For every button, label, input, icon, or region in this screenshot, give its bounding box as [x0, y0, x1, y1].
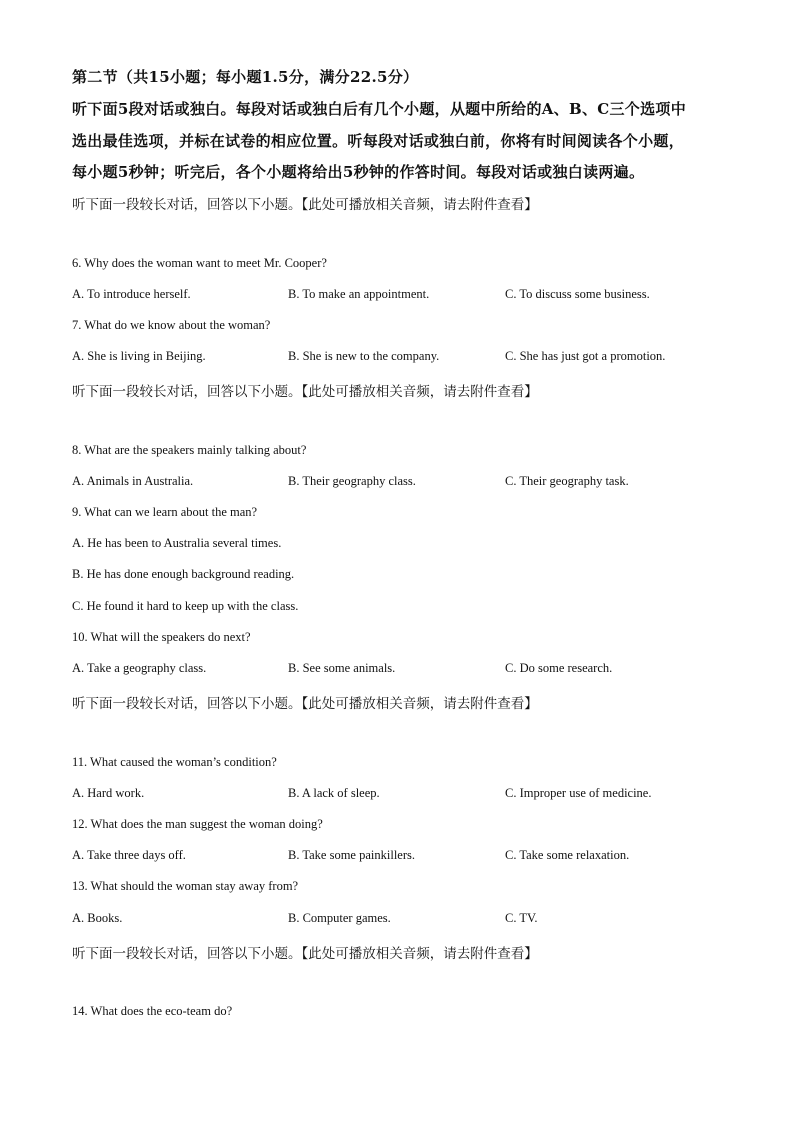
instructions-line-1: 听下面5段对话或独白。每段对话或独白后有几个小题，从题中所给的A、B、C三个选项中 — [72, 100, 686, 118]
options-13 — [72, 911, 722, 929]
option-b: B. Take some painkillers. — [288, 848, 415, 862]
option-b: B. Computer games. — [288, 911, 391, 925]
options-10 — [72, 661, 722, 679]
option-c: C. TV. — [505, 911, 538, 925]
option-c: C. Do some research. — [505, 661, 613, 675]
option-c: C. To discuss some business. — [505, 287, 650, 301]
option-b: B. She is new to the company. — [288, 349, 440, 363]
question-10: 10. What will the speakers do next? — [72, 630, 251, 644]
option-c: C. Take some relaxation. — [505, 848, 630, 862]
option-a: A. He has been to Australia several times. — [72, 536, 282, 550]
question-9: 9. What can we learn about the man? — [72, 505, 258, 519]
option-b: B. Their geography class. — [288, 474, 416, 488]
question-13: 13. What should the woman stay away from? — [72, 879, 299, 893]
question-7: 7. What do we know about the woman? — [72, 318, 271, 332]
option-c: C. Improper use of medicine. — [505, 786, 652, 800]
instructions-line-2: 选出最佳选项，并标在试卷的相应位置。听每段对话或独白前，你将有时间阅读各个小题， — [72, 132, 685, 150]
option-b: B. See some animals. — [288, 661, 396, 675]
options-7 — [72, 349, 722, 367]
option-a: A. Books. — [72, 911, 123, 925]
question-11: 11. What caused the woman’s condition? — [72, 755, 277, 769]
option-b: B. A lack of sleep. — [288, 786, 380, 800]
option-c: C. He found it hard to keep up with the class. — [72, 599, 299, 613]
question-8: 8. What are the speakers mainly talking about? — [72, 443, 307, 457]
options-8 — [72, 474, 722, 492]
option-a: A. She is living in Beijing. — [72, 349, 206, 363]
option-a: A. To introduce herself. — [72, 287, 191, 301]
instructions-line-3: 每小题5秒钟；听完后，各个小题将给出5秒钟的作答时间。每段对话或独白读两遍。 — [72, 163, 645, 181]
question-6: 6. Why does the woman want to meet Mr. Cooper? — [72, 256, 327, 270]
option-c: C. Their geography task. — [505, 474, 629, 488]
option-a: A. Take three days off. — [72, 848, 186, 862]
audio-note: 听下面一段较长对话，回答以下小题。【此处可播放相关音频，请去附件查看】 — [72, 946, 538, 962]
options-6 — [72, 287, 722, 305]
audio-note: 听下面一段较长对话，回答以下小题。【此处可播放相关音频，请去附件查看】 — [72, 197, 538, 213]
question-14: 14. What does the eco-team do? — [72, 1004, 233, 1018]
section-title: 第二节（共15小题；每小题1.5分，满分22.5分） — [72, 68, 419, 86]
audio-note: 听下面一段较长对话，回答以下小题。【此处可播放相关音频，请去附件查看】 — [72, 696, 538, 712]
question-12: 12. What does the man suggest the woman doing? — [72, 817, 323, 831]
option-a: A. Animals in Australia. — [72, 474, 194, 488]
option-b: B. He has done enough background reading. — [72, 567, 295, 581]
audio-note: 听下面一段较长对话，回答以下小题。【此处可播放相关音频，请去附件查看】 — [72, 384, 538, 400]
option-c: C. She has just got a promotion. — [505, 349, 666, 363]
option-b: B. To make an appointment. — [288, 287, 430, 301]
option-a: A. Hard work. — [72, 786, 145, 800]
options-11 — [72, 786, 722, 804]
option-a: A. Take a geography class. — [72, 661, 207, 675]
options-12 — [72, 848, 722, 866]
